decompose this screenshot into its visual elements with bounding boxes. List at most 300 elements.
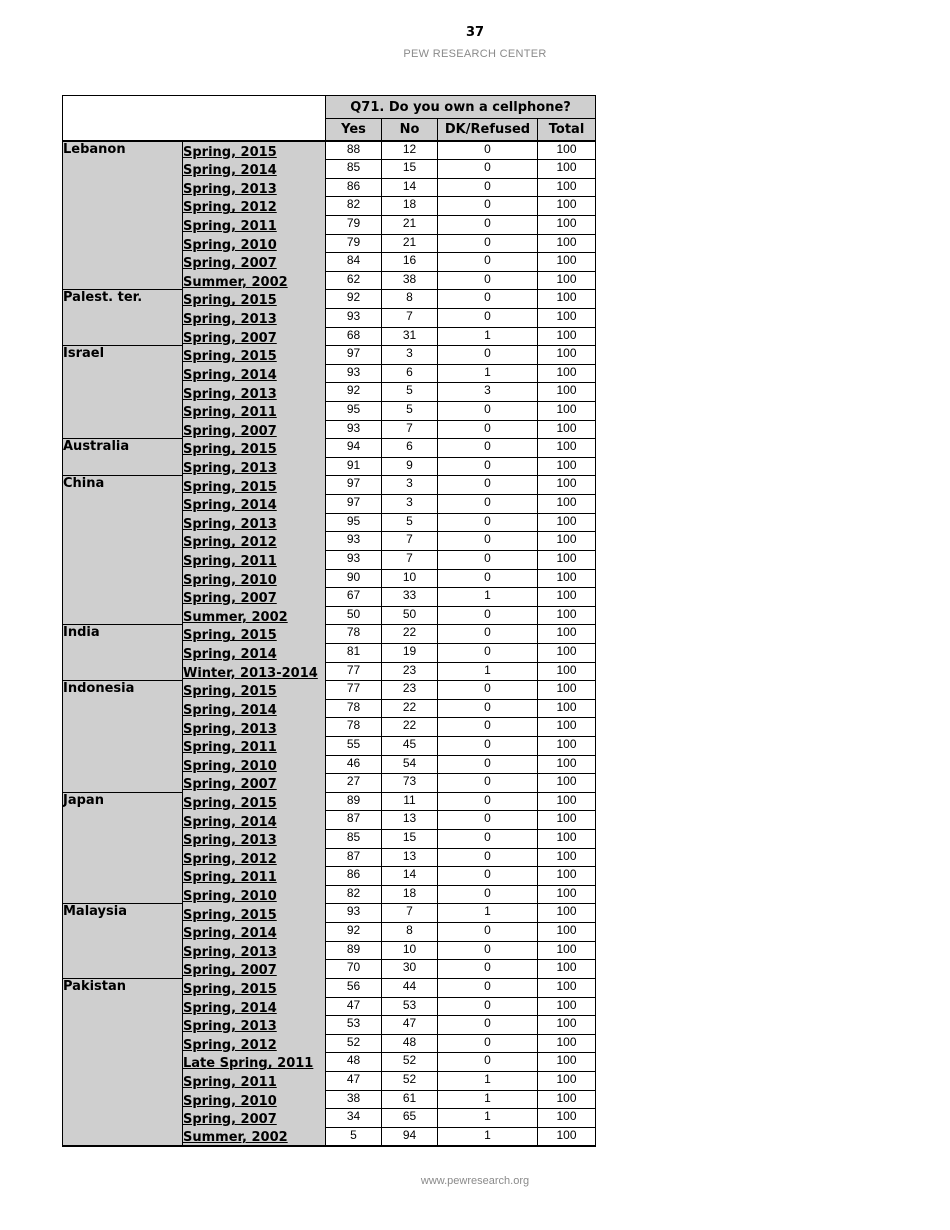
dk-refused-value: 0: [438, 923, 538, 942]
yes-value: 97: [326, 476, 382, 495]
country-label: Australia: [63, 439, 183, 476]
total-value: 100: [538, 923, 596, 942]
survey-wave: Spring, 2013: [183, 178, 326, 197]
survey-wave: Spring, 2007: [183, 1109, 326, 1128]
no-value: 54: [382, 755, 438, 774]
yes-value: 97: [326, 346, 382, 365]
no-value: 9: [382, 457, 438, 476]
dk-refused-value: 0: [438, 513, 538, 532]
column-header-yes: Yes: [326, 119, 382, 142]
no-value: 5: [382, 513, 438, 532]
dk-refused-value: 0: [438, 476, 538, 495]
survey-wave: Spring, 2011: [183, 1071, 326, 1090]
total-value: 100: [538, 811, 596, 830]
dk-refused-value: 0: [438, 681, 538, 700]
survey-wave: Spring, 2007: [183, 960, 326, 979]
survey-wave: Spring, 2007: [183, 774, 326, 793]
dk-refused-value: 0: [438, 1053, 538, 1072]
survey-wave: Spring, 2013: [183, 513, 326, 532]
total-value: 100: [538, 160, 596, 179]
no-value: 10: [382, 941, 438, 960]
survey-wave: Spring, 2015: [183, 625, 326, 644]
dk-refused-value: 0: [438, 253, 538, 272]
dk-refused-value: 0: [438, 271, 538, 290]
dk-refused-value: 0: [438, 160, 538, 179]
total-value: 100: [538, 737, 596, 756]
survey-wave: Spring, 2010: [183, 234, 326, 253]
country-label: India: [63, 625, 183, 681]
total-value: 100: [538, 1071, 596, 1090]
yes-value: 93: [326, 308, 382, 327]
yes-value: 95: [326, 402, 382, 421]
survey-wave: Spring, 2013: [183, 941, 326, 960]
yes-value: 81: [326, 643, 382, 662]
no-value: 5: [382, 383, 438, 402]
yes-value: 78: [326, 718, 382, 737]
yes-value: 87: [326, 848, 382, 867]
yes-value: 85: [326, 160, 382, 179]
survey-wave: Spring, 2015: [183, 290, 326, 309]
table-body: [63, 141, 596, 1146]
yes-value: 87: [326, 811, 382, 830]
no-value: 23: [382, 662, 438, 681]
total-value: 100: [538, 197, 596, 216]
yes-value: 46: [326, 755, 382, 774]
no-value: 12: [382, 141, 438, 160]
organization-name: PEW RESEARCH CENTER: [403, 48, 547, 60]
table-row: [63, 625, 596, 644]
no-value: 61: [382, 1090, 438, 1109]
total-value: 100: [538, 1090, 596, 1109]
country-label: Japan: [63, 792, 183, 904]
no-value: 10: [382, 569, 438, 588]
dk-refused-value: 0: [438, 495, 538, 514]
table-row: [63, 439, 596, 458]
yes-value: 52: [326, 1034, 382, 1053]
yes-value: 70: [326, 960, 382, 979]
yes-value: 55: [326, 737, 382, 756]
survey-wave: Late Spring, 2011: [183, 1053, 326, 1072]
total-value: 100: [538, 364, 596, 383]
total-value: 100: [538, 643, 596, 662]
dk-refused-value: 0: [438, 178, 538, 197]
yes-value: 68: [326, 327, 382, 346]
no-value: 30: [382, 960, 438, 979]
survey-wave: Spring, 2015: [183, 346, 326, 365]
country-label: China: [63, 476, 183, 625]
survey-wave: Spring, 2014: [183, 643, 326, 662]
total-value: 100: [538, 271, 596, 290]
survey-table: [62, 95, 596, 1147]
survey-wave: Spring, 2010: [183, 569, 326, 588]
total-value: 100: [538, 457, 596, 476]
total-value: 100: [538, 420, 596, 439]
dk-refused-value: 0: [438, 960, 538, 979]
total-value: 100: [538, 1109, 596, 1128]
no-value: 19: [382, 643, 438, 662]
yes-value: 34: [326, 1109, 382, 1128]
column-header-no: No: [382, 119, 438, 142]
page-number: 37: [465, 25, 485, 40]
survey-wave: Spring, 2007: [183, 420, 326, 439]
dk-refused-value: 0: [438, 867, 538, 886]
dk-refused-value: 0: [438, 830, 538, 849]
dk-refused-value: 1: [438, 1109, 538, 1128]
total-value: 100: [538, 867, 596, 886]
no-value: 22: [382, 718, 438, 737]
dk-refused-value: 1: [438, 1127, 538, 1146]
no-value: 47: [382, 1016, 438, 1035]
dk-refused-value: 0: [438, 997, 538, 1016]
no-value: 8: [382, 290, 438, 309]
yes-value: 82: [326, 197, 382, 216]
total-value: 100: [538, 699, 596, 718]
total-value: 100: [538, 588, 596, 607]
no-value: 44: [382, 978, 438, 997]
total-value: 100: [538, 308, 596, 327]
no-value: 8: [382, 923, 438, 942]
country-label: Malaysia: [63, 904, 183, 978]
dk-refused-value: 0: [438, 439, 538, 458]
total-value: 100: [538, 327, 596, 346]
no-value: 7: [382, 904, 438, 923]
no-value: 3: [382, 476, 438, 495]
table-row: [63, 346, 596, 365]
yes-value: 53: [326, 1016, 382, 1035]
no-value: 13: [382, 848, 438, 867]
no-value: 16: [382, 253, 438, 272]
no-value: 5: [382, 402, 438, 421]
yes-value: 92: [326, 290, 382, 309]
total-value: 100: [538, 662, 596, 681]
survey-wave: Winter, 2013-2014: [183, 662, 326, 681]
yes-value: 62: [326, 271, 382, 290]
dk-refused-value: 0: [438, 141, 538, 160]
survey-wave: Spring, 2013: [183, 830, 326, 849]
yes-value: 93: [326, 550, 382, 569]
survey-wave: Spring, 2011: [183, 550, 326, 569]
country-label: Indonesia: [63, 681, 183, 793]
total-value: 100: [538, 178, 596, 197]
dk-refused-value: 0: [438, 811, 538, 830]
no-value: 22: [382, 625, 438, 644]
no-value: 7: [382, 550, 438, 569]
dk-refused-value: 0: [438, 941, 538, 960]
dk-refused-value: 0: [438, 792, 538, 811]
total-value: 100: [538, 513, 596, 532]
survey-wave: Spring, 2013: [183, 457, 326, 476]
dk-refused-value: 0: [438, 290, 538, 309]
survey-wave: Spring, 2014: [183, 811, 326, 830]
total-value: 100: [538, 941, 596, 960]
column-header-total: Total: [538, 119, 596, 142]
table-row: [63, 904, 596, 923]
no-value: 13: [382, 811, 438, 830]
survey-wave: Summer, 2002: [183, 1127, 326, 1146]
yes-value: 86: [326, 867, 382, 886]
dk-refused-value: 0: [438, 625, 538, 644]
no-value: 6: [382, 364, 438, 383]
survey-wave: Spring, 2015: [183, 141, 326, 160]
no-value: 73: [382, 774, 438, 793]
survey-wave: Spring, 2015: [183, 439, 326, 458]
survey-wave: Spring, 2013: [183, 308, 326, 327]
no-value: 52: [382, 1053, 438, 1072]
yes-value: 77: [326, 681, 382, 700]
no-value: 7: [382, 532, 438, 551]
yes-value: 90: [326, 569, 382, 588]
survey-wave: Spring, 2015: [183, 792, 326, 811]
total-value: 100: [538, 550, 596, 569]
total-value: 100: [538, 1034, 596, 1053]
total-value: 100: [538, 234, 596, 253]
total-value: 100: [538, 1053, 596, 1072]
yes-value: 78: [326, 625, 382, 644]
yes-value: 50: [326, 606, 382, 625]
no-value: 3: [382, 346, 438, 365]
survey-wave: Summer, 2002: [183, 271, 326, 290]
survey-wave: Spring, 2012: [183, 1034, 326, 1053]
dk-refused-value: 0: [438, 234, 538, 253]
yes-value: 5: [326, 1127, 382, 1146]
yes-value: 38: [326, 1090, 382, 1109]
no-value: 18: [382, 197, 438, 216]
survey-wave: Spring, 2010: [183, 1090, 326, 1109]
dk-refused-value: 0: [438, 606, 538, 625]
total-value: 100: [538, 755, 596, 774]
yes-value: 84: [326, 253, 382, 272]
survey-wave: Spring, 2015: [183, 681, 326, 700]
dk-refused-value: 0: [438, 532, 538, 551]
dk-refused-value: 1: [438, 1071, 538, 1090]
survey-wave: Spring, 2013: [183, 1016, 326, 1035]
survey-wave: Spring, 2010: [183, 885, 326, 904]
survey-wave: Spring, 2011: [183, 867, 326, 886]
dk-refused-value: 1: [438, 662, 538, 681]
no-value: 38: [382, 271, 438, 290]
dk-refused-value: 0: [438, 569, 538, 588]
dk-refused-value: 0: [438, 402, 538, 421]
total-value: 100: [538, 997, 596, 1016]
total-value: 100: [538, 532, 596, 551]
survey-wave: Spring, 2011: [183, 402, 326, 421]
dk-refused-value: 1: [438, 364, 538, 383]
dk-refused-value: 0: [438, 550, 538, 569]
dk-refused-value: 0: [438, 308, 538, 327]
total-value: 100: [538, 625, 596, 644]
dk-refused-value: 0: [438, 346, 538, 365]
total-value: 100: [538, 476, 596, 495]
no-value: 33: [382, 588, 438, 607]
dk-refused-value: 0: [438, 1034, 538, 1053]
column-header-dk-refused: DK/Refused: [438, 119, 538, 142]
yes-value: 78: [326, 699, 382, 718]
total-value: 100: [538, 885, 596, 904]
yes-value: 27: [326, 774, 382, 793]
dk-refused-value: 0: [438, 643, 538, 662]
survey-wave: Spring, 2014: [183, 997, 326, 1016]
footer-url: www.pewresearch.org: [420, 1175, 530, 1187]
survey-wave: Spring, 2012: [183, 197, 326, 216]
yes-value: 93: [326, 532, 382, 551]
no-value: 11: [382, 792, 438, 811]
total-value: 100: [538, 346, 596, 365]
survey-wave: Summer, 2002: [183, 606, 326, 625]
yes-value: 85: [326, 830, 382, 849]
yes-value: 47: [326, 997, 382, 1016]
yes-value: 79: [326, 215, 382, 234]
survey-wave: Spring, 2011: [183, 737, 326, 756]
survey-wave: Spring, 2014: [183, 495, 326, 514]
total-value: 100: [538, 569, 596, 588]
survey-wave: Spring, 2007: [183, 253, 326, 272]
dk-refused-value: 1: [438, 1090, 538, 1109]
survey-wave: Spring, 2012: [183, 848, 326, 867]
table-row: [63, 792, 596, 811]
survey-wave: Spring, 2014: [183, 923, 326, 942]
dk-refused-value: 0: [438, 885, 538, 904]
no-value: 14: [382, 178, 438, 197]
dk-refused-value: 0: [438, 1016, 538, 1035]
dk-refused-value: 0: [438, 755, 538, 774]
survey-wave: Spring, 2015: [183, 476, 326, 495]
yes-value: 88: [326, 141, 382, 160]
survey-wave: Spring, 2015: [183, 978, 326, 997]
no-value: 6: [382, 439, 438, 458]
question-header: Q71. Do you own a cellphone?: [326, 96, 596, 119]
no-value: 50: [382, 606, 438, 625]
survey-wave: Spring, 2011: [183, 215, 326, 234]
no-value: 3: [382, 495, 438, 514]
no-value: 65: [382, 1109, 438, 1128]
yes-value: 93: [326, 904, 382, 923]
yes-value: 79: [326, 234, 382, 253]
no-value: 21: [382, 234, 438, 253]
dk-refused-value: 0: [438, 699, 538, 718]
table-row: [63, 290, 596, 309]
yes-value: 97: [326, 495, 382, 514]
dk-refused-value: 1: [438, 904, 538, 923]
dk-refused-value: 0: [438, 737, 538, 756]
dk-refused-value: 0: [438, 978, 538, 997]
yes-value: 67: [326, 588, 382, 607]
table-row: [63, 476, 596, 495]
no-value: 21: [382, 215, 438, 234]
dk-refused-value: 0: [438, 457, 538, 476]
total-value: 100: [538, 960, 596, 979]
dk-refused-value: 0: [438, 197, 538, 216]
total-value: 100: [538, 848, 596, 867]
yes-value: 89: [326, 941, 382, 960]
total-value: 100: [538, 718, 596, 737]
yes-value: 86: [326, 178, 382, 197]
total-value: 100: [538, 495, 596, 514]
yes-value: 95: [326, 513, 382, 532]
total-value: 100: [538, 141, 596, 160]
survey-wave: Spring, 2014: [183, 160, 326, 179]
yes-value: 92: [326, 923, 382, 942]
no-value: 7: [382, 420, 438, 439]
dk-refused-value: 0: [438, 420, 538, 439]
total-value: 100: [538, 978, 596, 997]
yes-value: 89: [326, 792, 382, 811]
table-row: [63, 141, 596, 160]
no-value: 48: [382, 1034, 438, 1053]
total-value: 100: [538, 1016, 596, 1035]
table-corner-cell: [63, 96, 326, 142]
survey-wave: Spring, 2015: [183, 904, 326, 923]
yes-value: 77: [326, 662, 382, 681]
total-value: 100: [538, 606, 596, 625]
survey-wave: Spring, 2013: [183, 383, 326, 402]
survey-wave: Spring, 2007: [183, 327, 326, 346]
no-value: 94: [382, 1127, 438, 1146]
yes-value: 91: [326, 457, 382, 476]
country-label: Lebanon: [63, 141, 183, 290]
total-value: 100: [538, 830, 596, 849]
no-value: 53: [382, 997, 438, 1016]
total-value: 100: [538, 774, 596, 793]
no-value: 31: [382, 327, 438, 346]
no-value: 45: [382, 737, 438, 756]
no-value: 15: [382, 830, 438, 849]
table-row: [63, 681, 596, 700]
total-value: 100: [538, 402, 596, 421]
no-value: 14: [382, 867, 438, 886]
yes-value: 93: [326, 364, 382, 383]
yes-value: 82: [326, 885, 382, 904]
country-label: Pakistan: [63, 978, 183, 1145]
survey-wave: Spring, 2014: [183, 364, 326, 383]
dk-refused-value: 0: [438, 848, 538, 867]
no-value: 22: [382, 699, 438, 718]
no-value: 23: [382, 681, 438, 700]
survey-wave: Spring, 2014: [183, 699, 326, 718]
survey-wave: Spring, 2013: [183, 718, 326, 737]
total-value: 100: [538, 290, 596, 309]
total-value: 100: [538, 215, 596, 234]
dk-refused-value: 1: [438, 588, 538, 607]
total-value: 100: [538, 253, 596, 272]
no-value: 7: [382, 308, 438, 327]
survey-wave: Spring, 2010: [183, 755, 326, 774]
survey-wave: Spring, 2012: [183, 532, 326, 551]
dk-refused-value: 0: [438, 774, 538, 793]
yes-value: 48: [326, 1053, 382, 1072]
table-row: [63, 978, 596, 997]
total-value: 100: [538, 439, 596, 458]
no-value: 18: [382, 885, 438, 904]
dk-refused-value: 0: [438, 215, 538, 234]
yes-value: 47: [326, 1071, 382, 1090]
dk-refused-value: 0: [438, 718, 538, 737]
yes-value: 92: [326, 383, 382, 402]
dk-refused-value: 3: [438, 383, 538, 402]
survey-wave: Spring, 2007: [183, 588, 326, 607]
total-value: 100: [538, 383, 596, 402]
yes-value: 56: [326, 978, 382, 997]
no-value: 52: [382, 1071, 438, 1090]
yes-value: 94: [326, 439, 382, 458]
total-value: 100: [538, 681, 596, 700]
total-value: 100: [538, 792, 596, 811]
yes-value: 93: [326, 420, 382, 439]
total-value: 100: [538, 1127, 596, 1146]
country-label: Palest. ter.: [63, 290, 183, 346]
country-label: Israel: [63, 346, 183, 439]
total-value: 100: [538, 904, 596, 923]
no-value: 15: [382, 160, 438, 179]
